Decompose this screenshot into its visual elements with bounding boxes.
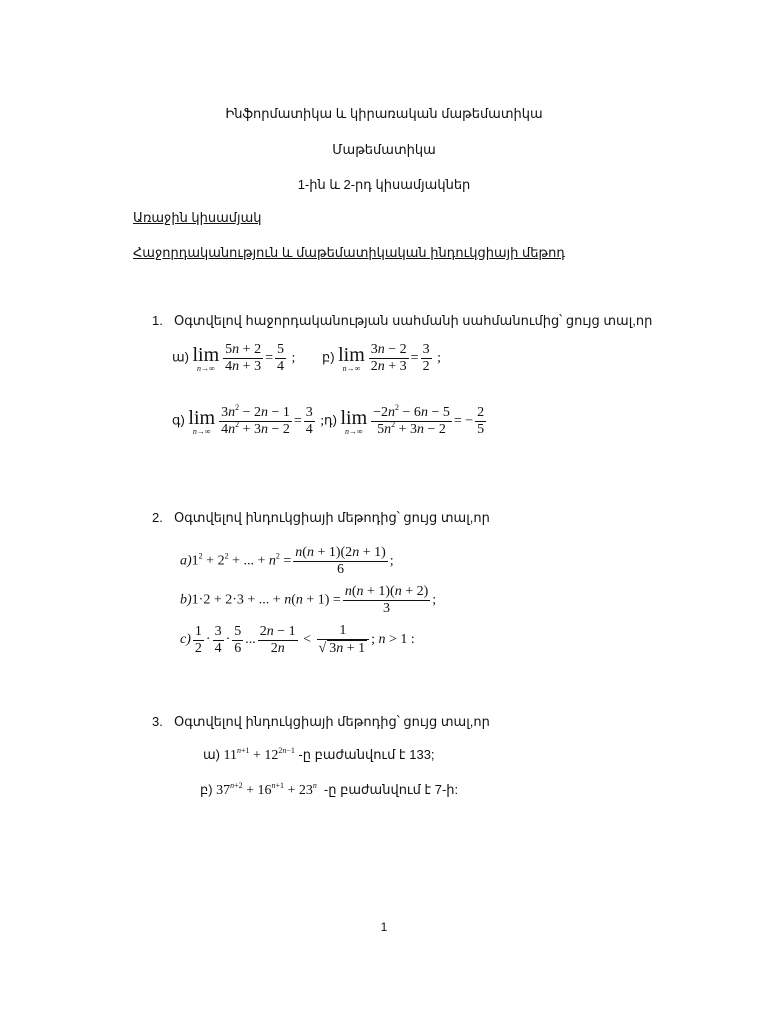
problem-1d-label: դ)	[324, 412, 337, 428]
problem-3b-label: բ)	[200, 782, 213, 797]
problem-2c: c) $\frac{1}{2}$ · $\frac{3}{4}$ · $\frac{5}{6}$ ... $\frac{2n - 1}{2n}$ < $\frac{1}{√ 3n + 1}$ ; n > 1 :	[180, 623, 415, 656]
problem-2-number: 2.	[152, 510, 163, 525]
semesters-title: 1-ին և 2-րդ կիսամյակներ	[297, 177, 471, 192]
problem-1c: գ) lim n→∞ $\frac{3n^2 - 2n - 1}{4n^2 + 3n - 2}$ = $\frac{3}{4}$ ;	[172, 403, 325, 437]
semester-heading: Առաջին կիսամյակ	[133, 210, 262, 225]
problem-1-number: 1.	[152, 313, 163, 328]
problem-2c-label: c)	[180, 632, 191, 648]
problem-2-statement	[152, 510, 490, 526]
problem-3a-label: ա)	[203, 747, 220, 762]
faculty-title: Ինֆորմատիկա և կիրառական մաթեմատիկա	[225, 106, 543, 121]
problem-1-text: Օգտվելով հաջորդականության սահմանի սահմանումից՝ ցույց տալ,որ	[174, 313, 653, 328]
problem-3-text: Օգտվելով ինդուկցիայի մեթոդից՝ ցույց տալ,որ	[174, 714, 490, 729]
problem-3a: ա) $11^{n+1} + 12^{2n-1}$ -ը բաժանվում է 133;	[203, 746, 435, 763]
problem-3b-tail: -ը բաժանվում է 7-ի:	[323, 782, 459, 797]
problem-2b: b)1·2 + 2·3 + ... + n(n + 1) = $\frac{n(n + 1)(n + 2)}{3}$ ;	[180, 584, 437, 616]
problem-3b: բ) $37^{n+2} + 16^{n+1} + 23^n$ -ը բաժանվում է 7-ի:	[200, 781, 459, 798]
problem-2a: $a)1^2 + 2^2$ + ... + $n^2$ = $\frac{n(n + 1)(2n + 1)}{6}$ ;	[180, 545, 394, 577]
problem-1c-label: գ)	[172, 412, 185, 428]
topic-heading: Հաջորդականություն և մաթեմատիկական ինդուկցիայի մեթոդ	[133, 245, 565, 260]
problem-3a-tail: -ը բաժանվում է 133;	[298, 747, 435, 762]
problem-3-statement	[152, 714, 490, 730]
problem-2b-label: b)	[180, 592, 192, 608]
problem-2a-label: a)	[180, 553, 192, 569]
problem-1b-label: բ)	[322, 349, 335, 365]
page-number: 1	[380, 920, 388, 934]
problem-2-text: Օգտվելով ինդուկցիայի մեթոդից՝ ցույց տալ,որ	[174, 510, 490, 525]
problem-1a: ա) lim n→∞ $\frac{5n + 2}{4n + 3}$ = $\frac{5}{4}$ ;	[172, 342, 296, 374]
problem-1b: բ) lim n→∞ $\frac{3n - 2}{2n + 3}$ = $\frac{3}{2}$ ;	[322, 342, 441, 374]
problem-3-number: 3.	[152, 714, 163, 729]
problem-1a-label: ա)	[172, 349, 189, 365]
problem-1d: դ) lim n→∞ $\frac{-2n^2 - 6n - 5}{5n^2 + 3n - 2}$ = − $\frac{2}{5}$	[324, 403, 485, 437]
problem-1-statement	[152, 313, 652, 329]
subject-title: Մաթեմատիկա	[332, 142, 436, 157]
